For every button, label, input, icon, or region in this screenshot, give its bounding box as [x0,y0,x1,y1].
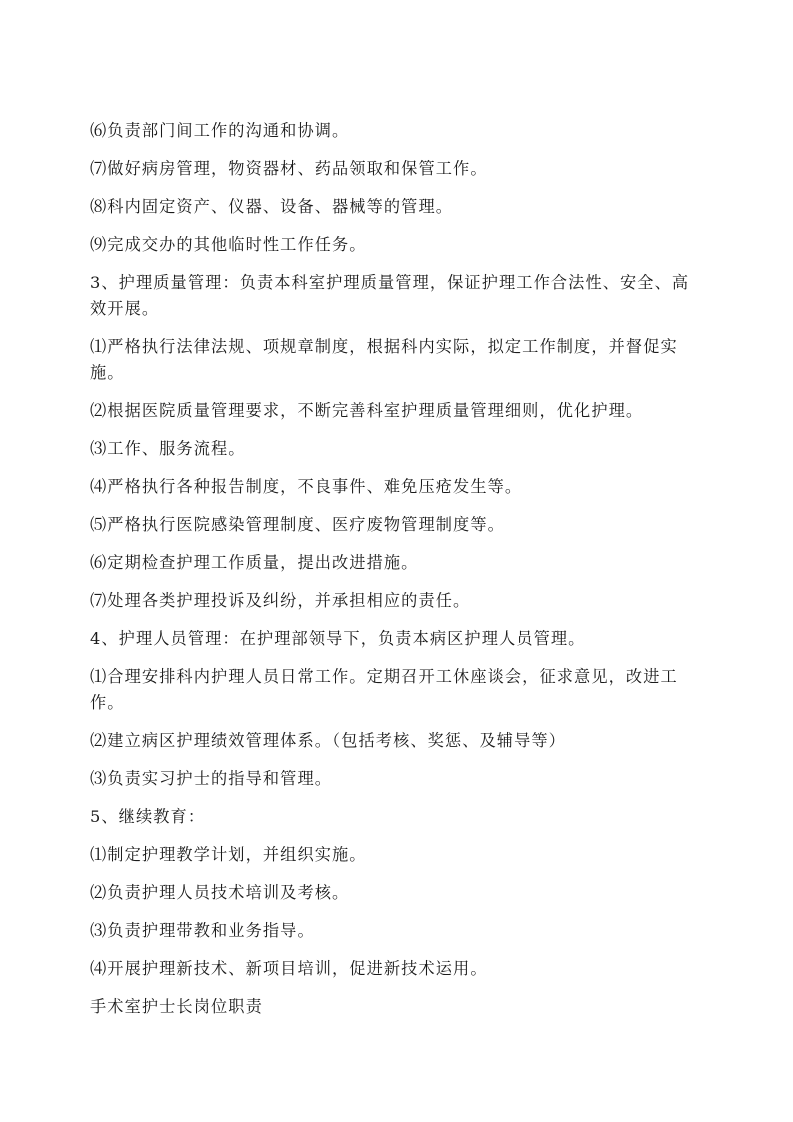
paragraph-item-4-new-techniques: ⑷开展护理新技术、新项目培训，促进新技术运用。 [90,959,488,978]
document-body [90,118,700,1032]
paragraph-item-1-daily-work: ⑴合理安排科内护理人员日常工作。定期召开工休座谈会，征求意见，改进工作。 [90,667,678,712]
paragraph-item-3-workflow: ⑶工作、服务流程。 [90,439,246,458]
paragraph-item-6-quality-check: ⑹定期检查护理工作质量，提出改进措施。 [90,553,419,572]
paragraph-item-1-regulations: ⑴严格执行法律法规、项规章制度，根据科内实际，拟定工作制度，并督促实施。 [90,337,678,382]
paragraph-item-6-communication: ⑹负责部门间工作的沟通和协调。 [90,121,350,140]
paragraph-item-3-intern-guidance: ⑶负责实习护士的指导和管理。 [90,769,333,788]
paragraph-item-4-reporting: ⑷严格执行各种报告制度，不良事件、难免压疮发生等。 [90,477,523,496]
paragraph-item-7-ward-management: ⑺做好病房管理，物资器材、药品领取和保管工作。 [90,159,488,178]
paragraph-item-3-mentoring: ⑶负责护理带教和业务指导。 [90,921,315,940]
paragraph-item-2-quality-rules: ⑵根据医院质量管理要求，不断完善科室护理质量管理细则，优化护理。 [90,401,644,420]
paragraph-item-5-infection-control: ⑸严格执行医院感染管理制度、医疗废物管理制度等。 [90,515,505,534]
section-heading-continuing-education: 5、继续教育： [90,807,206,826]
paragraph-item-8-fixed-assets: ⑻科内固定资产、仪器、设备、器械等的管理。 [90,197,454,216]
section-heading-quality-management: 3、护理质量管理：负责本科室护理质量管理，保证护理工作合法性、安全、高效开展。 [90,273,690,318]
paragraph-item-2-performance: ⑵建立病区护理绩效管理体系。（包括考核、奖惩、及辅导等） [90,731,566,750]
document-section-title: 手术室护士长岗位职责 [90,997,263,1016]
section-heading-staff-management: 4、护理人员管理：在护理部领导下，负责本病区护理人员管理。 [90,629,586,648]
paragraph-item-7-complaints: ⑺处理各类护理投诉及纠纷，并承担相应的责任。 [90,591,471,610]
paragraph-item-9-temporary-tasks: ⑼完成交办的其他临时性工作任务。 [90,235,367,254]
paragraph-item-2-training: ⑵负责护理人员技术培训及考核。 [90,883,350,902]
paragraph-item-1-teaching-plan: ⑴制定护理教学计划，并组织实施。 [90,845,367,864]
